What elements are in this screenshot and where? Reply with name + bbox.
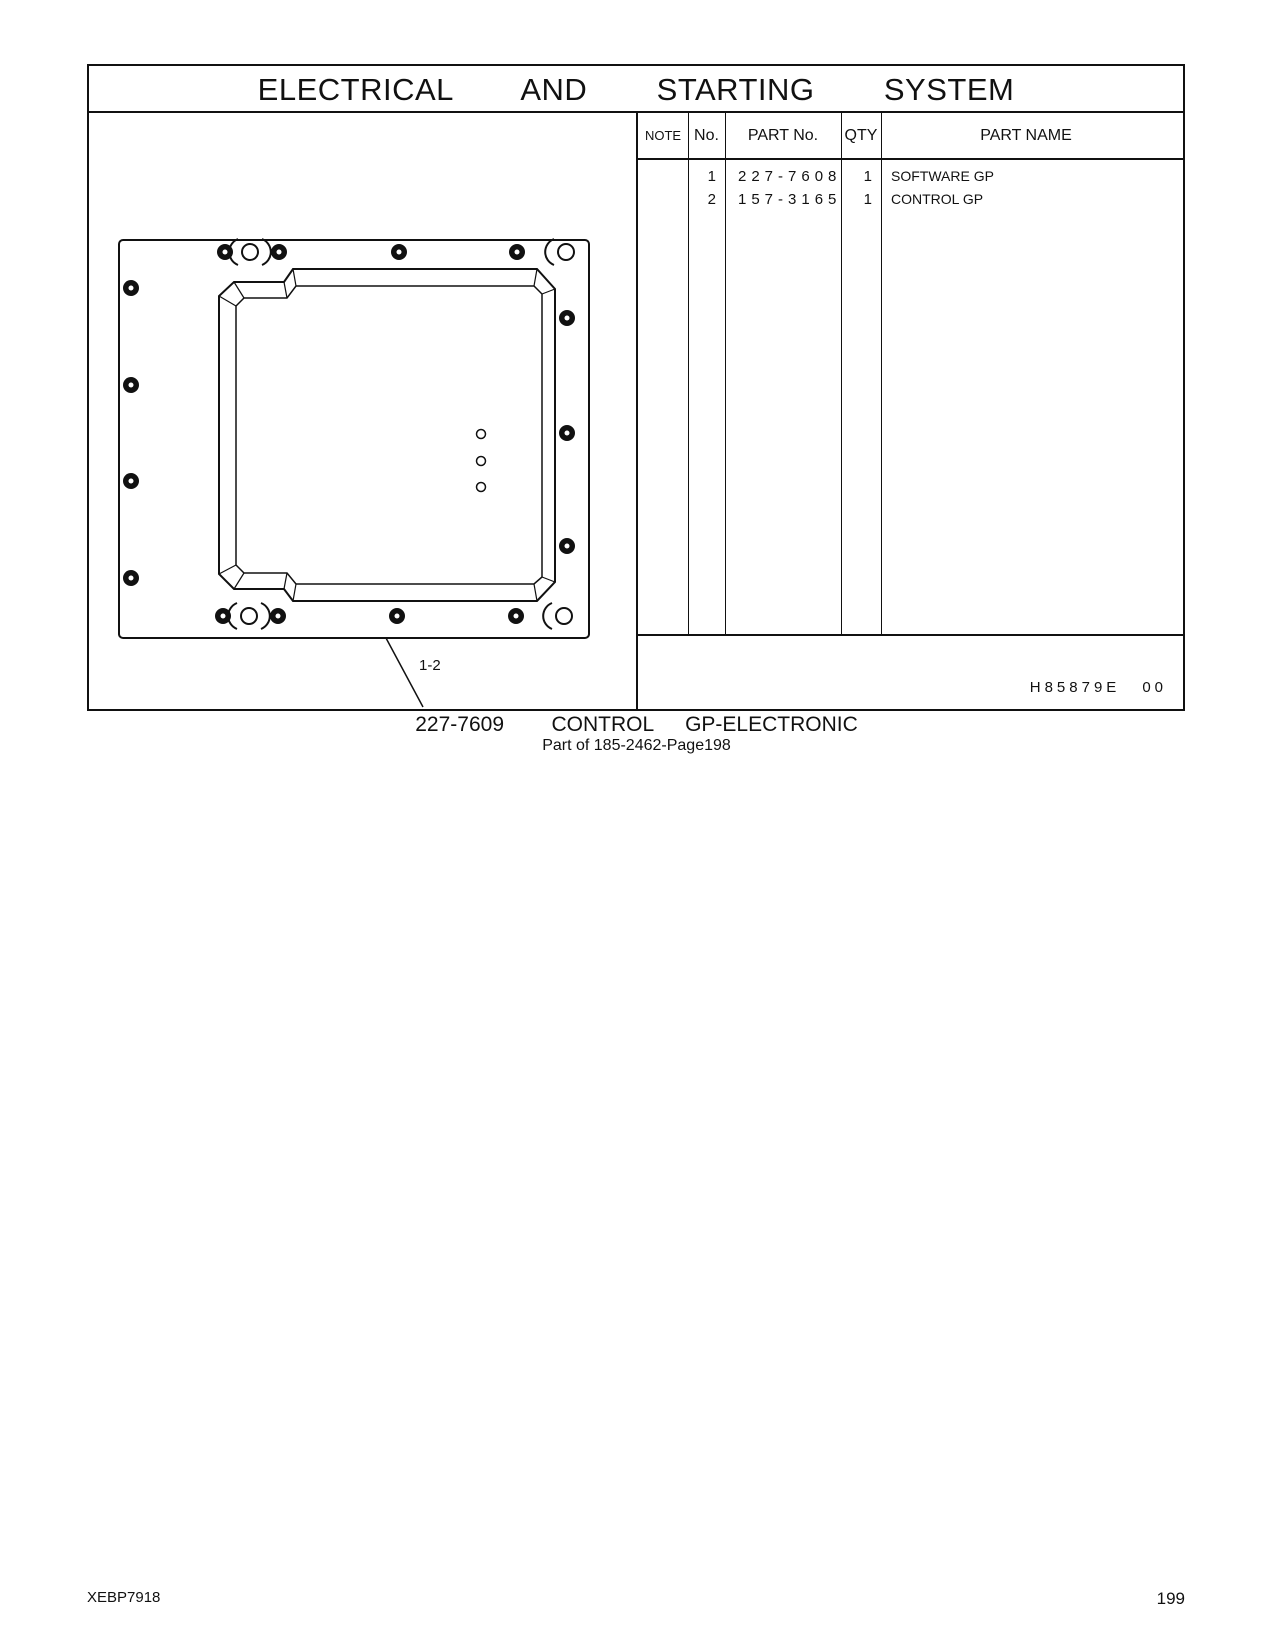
control-module-drawing	[89, 113, 636, 711]
parts-table	[638, 113, 1183, 636]
row-part-name: SOFTWARE GP	[891, 168, 994, 184]
row-part-name: CONTROL GP	[891, 191, 984, 207]
header-no: No.	[694, 127, 719, 144]
parts-frame	[87, 64, 1185, 711]
section-title: ELECTRICAL AND STARTING SYSTEM	[89, 66, 1183, 113]
row-qty: 1	[863, 168, 872, 185]
row-part-no: 227-7608	[738, 168, 842, 185]
screws	[123, 244, 575, 624]
header-note: NOTE	[644, 128, 682, 143]
header-part-name: PART NAME	[980, 127, 1072, 144]
table-row	[638, 165, 1183, 188]
figure-caption	[0, 713, 1273, 755]
callout-label: 1-2	[419, 657, 441, 674]
document-id: XEBP7918	[87, 1589, 161, 1606]
caption-subtitle: Part of 185-2462-Page198	[542, 737, 731, 754]
header-qty: QTY	[844, 127, 878, 144]
row-part-no: 157-3165	[738, 191, 842, 208]
row-qty: 1	[863, 191, 872, 208]
page-number: 199	[1156, 1589, 1185, 1608]
row-no: 1	[707, 168, 716, 185]
illustration-panel	[89, 113, 636, 709]
header-part-no: PART No.	[747, 127, 819, 144]
row-no: 2	[707, 191, 716, 208]
revision: 00	[1142, 679, 1167, 696]
table-row	[638, 188, 1183, 211]
table-header	[638, 113, 1183, 160]
caption-title: 227-7609 CONTROL GP-ELECTRONIC	[415, 713, 858, 736]
illustration-code: H85879E	[1029, 679, 1121, 696]
reference-code	[1030, 679, 1167, 696]
table-bottom-rule	[638, 634, 1183, 636]
